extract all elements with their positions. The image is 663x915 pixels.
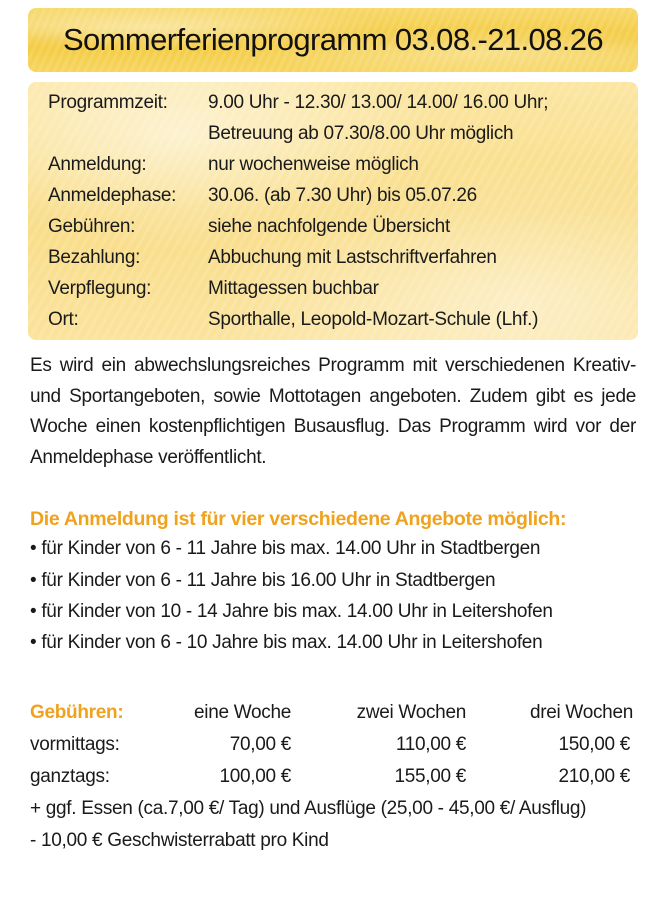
- fees-cell: 150,00 €: [558, 734, 630, 755]
- fees-column-header: zwei Wochen: [356, 702, 466, 723]
- fees-note-discount: - 10,00 € Geschwisterrabatt pro Kind: [30, 830, 329, 851]
- offer-item: • für Kinder von 6 - 11 Jahre bis max. 14.00 Uhr in Stadtbergen: [30, 538, 541, 559]
- fees-row-label: vormittags:: [30, 734, 120, 755]
- info-label: Anmeldung:: [48, 154, 147, 175]
- fees-row-ganztags: [30, 766, 636, 796]
- fees-heading: Gebühren:: [30, 702, 124, 723]
- info-value: 30.06. (ab 7.30 Uhr) bis 05.07.26: [208, 185, 477, 206]
- info-label: Verpflegung:: [48, 278, 152, 299]
- offer-item: • für Kinder von 6 - 10 Jahre bis max. 14.00 Uhr in Leitershofen: [30, 632, 543, 653]
- info-box: [28, 82, 638, 340]
- info-label: Anmeldephase:: [48, 185, 177, 206]
- info-label: Bezahlung:: [48, 247, 141, 268]
- offers-heading: Die Anmeldung ist für vier verschiedene Angebote möglich:: [30, 508, 567, 530]
- fees-cell: 100,00 €: [219, 766, 291, 787]
- fees-cell: 110,00 €: [395, 734, 466, 755]
- info-value: 9.00 Uhr - 12.30/ 13.00/ 14.00/ 16.00 Uhr;: [208, 92, 549, 113]
- offer-item: • für Kinder von 6 - 11 Jahre bis 16.00 Uhr in Stadtbergen: [30, 570, 496, 591]
- offer-item: • für Kinder von 10 - 14 Jahre bis max. 14.00 Uhr in Leitershofen: [30, 601, 553, 622]
- info-label: Gebühren:: [48, 216, 136, 237]
- fees-row-vormittags: [30, 734, 636, 764]
- fees-column-header: drei Wochen: [529, 702, 633, 723]
- fees-cell: 210,00 €: [558, 766, 630, 787]
- info-value: nur wochenweise möglich: [208, 154, 419, 175]
- info-value: Sporthalle, Leopold-Mozart-Schule (Lhf.): [208, 309, 539, 330]
- info-value: siehe nachfolgende Übersicht: [208, 216, 450, 237]
- info-value: Mittagessen buchbar: [208, 278, 379, 299]
- info-label: Programmzeit:: [48, 92, 168, 113]
- program-description: Es wird ein abwechslungsreiches Programm mit verschiedenen Kreativ- und Sportangeboten, sowie Mottotagen angeboten. Zudem gibt es jede Woche einen kostenpflichtigen Busausflug. Das Programm wird vor der Anmeldephase veröffentlicht.: [30, 355, 636, 468]
- fees-cell: 70,00 €: [229, 734, 291, 755]
- fees-column-header: eine Woche: [194, 702, 291, 723]
- fees-note-extras: + ggf. Essen (ca.7,00 €/ Tag) und Ausflüge (25,00 - 45,00 €/ Ausflug): [30, 798, 587, 819]
- fees-header-row: [30, 702, 636, 732]
- title-banner: [28, 8, 638, 72]
- info-value: Abbuchung mit Lastschriftverfahren: [208, 247, 497, 268]
- fees-row-label: ganztags:: [30, 766, 110, 787]
- info-value: Betreuung ab 07.30/8.00 Uhr möglich: [208, 123, 514, 144]
- fees-cell: 155,00 €: [394, 766, 466, 787]
- page-title: Sommerferienprogramm 03.08.-21.08.26: [62, 22, 604, 57]
- info-label: Ort:: [48, 309, 79, 330]
